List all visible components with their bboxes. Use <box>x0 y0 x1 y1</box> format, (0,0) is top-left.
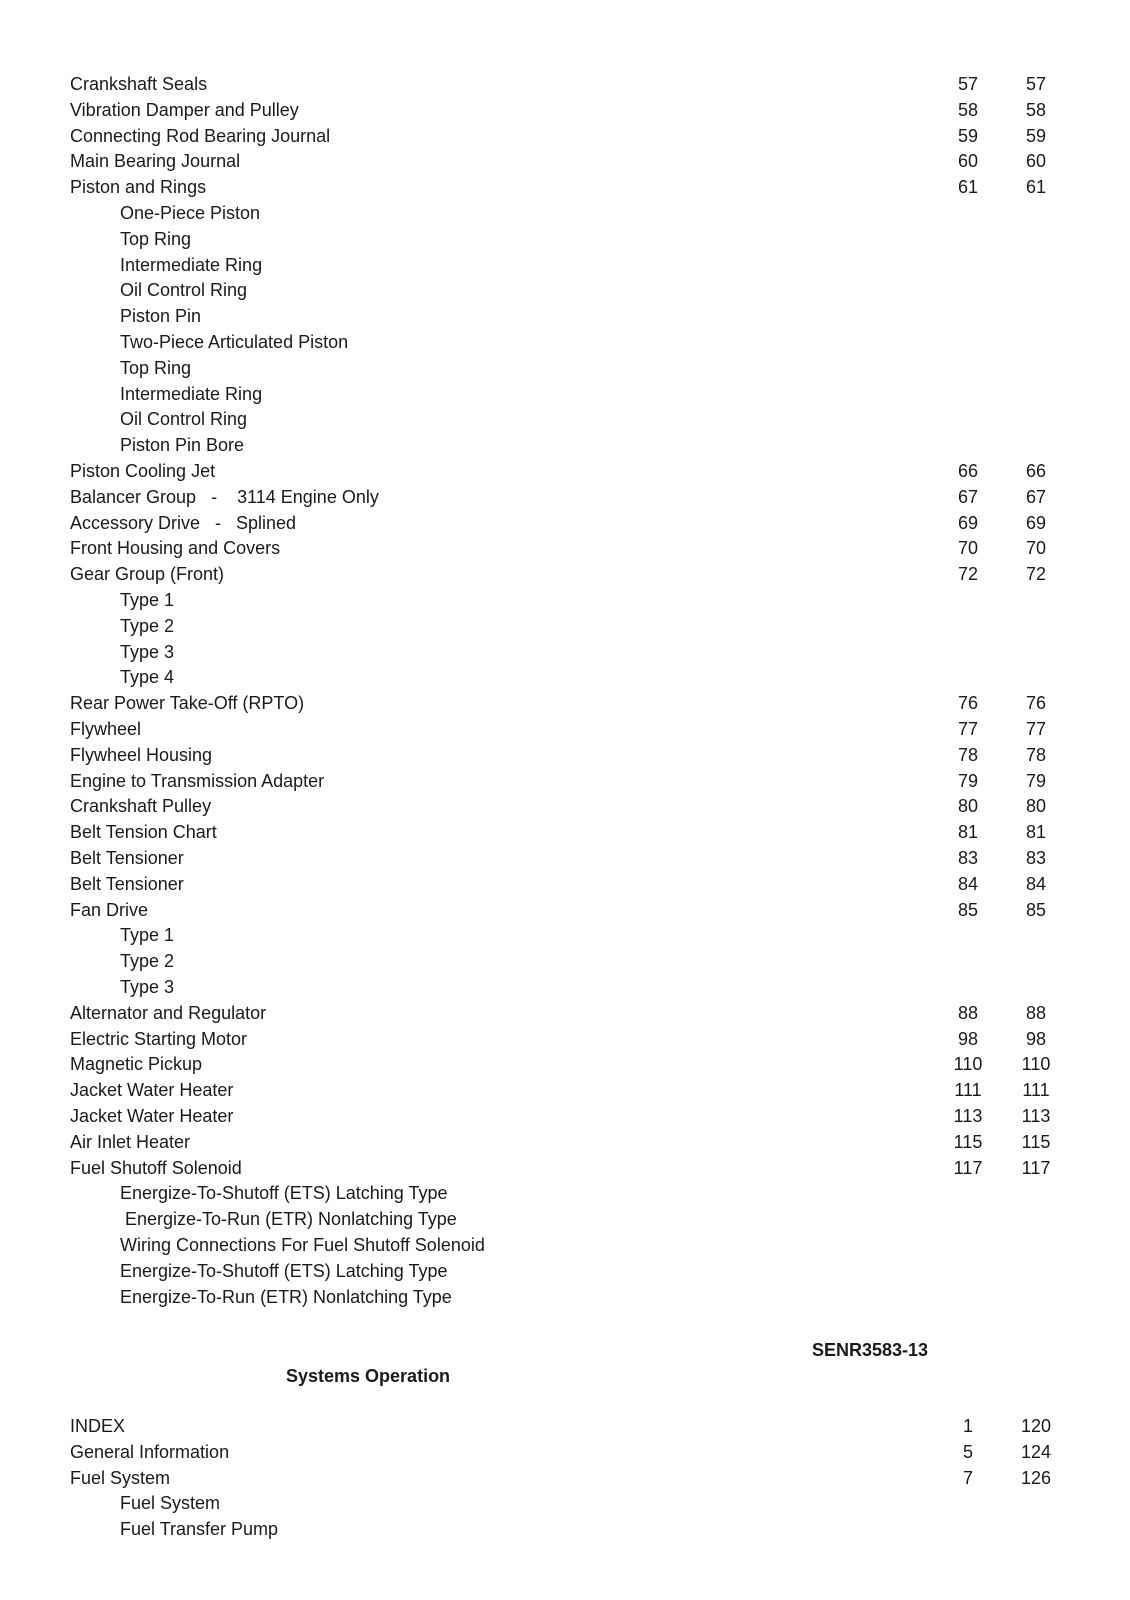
toc-entry-title: Wiring Connections For Fuel Shutoff Solenoid <box>120 1235 485 1255</box>
toc-entry-title: Fan Drive <box>70 899 149 920</box>
document-id: SENR3583-13 <box>812 1340 929 1360</box>
toc-entry-title: Piston and Rings <box>70 177 207 198</box>
toc-entry-title: Vibration Damper and Pulley <box>70 99 299 120</box>
toc-entry-title: Type 3 <box>120 977 175 997</box>
toc-entry <box>0 148 1130 174</box>
toc-entry <box>0 1465 1130 1491</box>
toc-entry-title: INDEX <box>70 1416 126 1436</box>
toc-pdf-page-number: 98 <box>1025 1028 1047 1049</box>
toc-entry-title: Type 2 <box>120 615 175 636</box>
toc-entry <box>0 716 1130 742</box>
toc-subentry <box>0 277 1130 303</box>
toc-entry <box>0 845 1130 871</box>
toc-entry-title: Top Ring <box>120 357 192 378</box>
toc-page-number: 88 <box>957 1002 979 1023</box>
toc-pdf-page-number: 80 <box>1025 796 1047 817</box>
toc-entry <box>0 123 1130 149</box>
toc-page-number: 1 <box>962 1416 973 1436</box>
toc-page-number: 79 <box>957 770 979 791</box>
toc-pdf-page-number: 81 <box>1025 822 1047 843</box>
toc-subentry <box>0 1490 1130 1516</box>
toc-pdf-page-number: 60 <box>1025 151 1047 172</box>
toc-entry <box>0 871 1130 897</box>
toc-entry <box>0 819 1130 845</box>
toc-pdf-page-number: 124 <box>1020 1441 1052 1462</box>
toc-entry <box>0 510 1130 536</box>
toc-entry-title: Piston Pin Bore <box>120 435 245 456</box>
toc-pdf-page-number: 66 <box>1025 461 1047 481</box>
toc-subentry <box>0 303 1130 329</box>
toc-entry-title: Fuel Shutoff Solenoid <box>70 1157 242 1178</box>
toc-subentry <box>0 1284 1130 1310</box>
toc-pdf-page-number: 58 <box>1025 99 1047 120</box>
toc-entry-title: Intermediate Ring <box>120 254 263 275</box>
toc-entry-title: Piston Pin <box>120 306 202 327</box>
toc-pdf-page-number: 69 <box>1025 512 1047 533</box>
toc-entry <box>0 71 1130 97</box>
toc-page-number: 77 <box>957 719 979 739</box>
toc-pdf-page-number: 88 <box>1025 1002 1047 1023</box>
toc-page-number: 67 <box>957 486 979 507</box>
toc-page-number: 111 <box>954 1080 982 1101</box>
toc-pdf-page-number: 126 <box>1020 1467 1052 1488</box>
toc-entry <box>0 1413 1130 1439</box>
toc-entry-title: Oil Control Ring <box>120 280 248 301</box>
toc-entry <box>0 97 1130 123</box>
toc-entry-title: Fuel System <box>70 1467 171 1488</box>
toc-subentry <box>0 381 1130 407</box>
toc-subentry <box>0 974 1130 1000</box>
toc-entry-title: Gear Group (Front) <box>70 564 225 585</box>
toc-page-number: 59 <box>957 125 979 146</box>
toc-entry-title: Flywheel Housing <box>70 744 213 765</box>
toc-entry <box>0 1103 1130 1129</box>
toc-pdf-page-number: 111 <box>1022 1080 1050 1101</box>
toc-entry <box>0 768 1130 794</box>
toc-entry-title: Jacket Water Heater <box>70 1106 234 1126</box>
toc-subentry <box>0 1516 1130 1542</box>
toc-pdf-page-number: 76 <box>1025 693 1047 714</box>
toc-entry <box>0 742 1130 768</box>
toc-entry-title: Balancer Group - 3114 Engine Only <box>70 486 379 507</box>
toc-entry <box>0 484 1130 510</box>
toc-pdf-page-number: 70 <box>1025 538 1047 559</box>
toc-pdf-page-number: 85 <box>1025 899 1047 920</box>
toc-entry-title: Crankshaft Pulley <box>70 796 212 817</box>
toc-entry-title: Two-Piece Articulated Piston <box>120 332 349 352</box>
toc-page-number: 110 <box>953 1054 983 1075</box>
toc-entry-title: Electric Starting Motor <box>70 1028 248 1049</box>
toc-page-number: 60 <box>957 151 979 172</box>
toc-page-number: 83 <box>957 848 979 868</box>
toc-pdf-page-number: 77 <box>1025 719 1047 739</box>
toc-entry-title: Flywheel <box>70 719 142 739</box>
toc-subentry <box>0 329 1130 355</box>
toc-subentry <box>0 252 1130 278</box>
toc-subentry <box>0 432 1130 458</box>
toc-subentry <box>0 639 1130 665</box>
toc-entry-title: Energize-To-Run (ETR) Nonlatching Type <box>120 1286 452 1307</box>
toc-pdf-page-number: 61 <box>1025 177 1047 198</box>
toc-entry-title: Type 4 <box>120 667 175 688</box>
toc-entry-title: Front Housing and Covers <box>70 538 281 559</box>
toc-pdf-page-number: 113 <box>1021 1106 1051 1126</box>
toc-entry <box>0 1129 1130 1155</box>
toc-subentry <box>0 922 1130 948</box>
toc-entry <box>0 1026 1130 1052</box>
toc-page-number: 61 <box>957 177 979 198</box>
toc-entry-title: Oil Control Ring <box>120 409 248 430</box>
toc-subentry <box>0 587 1130 613</box>
toc-page-number: 72 <box>957 564 979 585</box>
toc-entry-title: Magnetic Pickup <box>70 1054 203 1075</box>
toc-page-number: 78 <box>957 744 979 765</box>
toc-subentry <box>0 664 1130 690</box>
toc-entry-title: Type 3 <box>120 641 175 662</box>
toc-page-number: 57 <box>957 74 979 94</box>
toc-entry <box>0 1439 1130 1465</box>
toc-page-number: 69 <box>957 512 979 533</box>
toc-subentry <box>0 406 1130 432</box>
toc-entry-title: One-Piece Piston <box>120 203 261 223</box>
toc-entry <box>0 561 1130 587</box>
toc-subentry <box>0 948 1130 974</box>
toc-entry-title: Fuel System <box>120 1493 221 1514</box>
toc-entry <box>0 458 1130 484</box>
toc-entry <box>0 1077 1130 1103</box>
toc-entry-title: Rear Power Take-Off (RPTO) <box>70 693 305 714</box>
section-title: Systems Operation <box>286 1366 451 1386</box>
toc-page-number: 98 <box>957 1028 979 1049</box>
toc-subentry <box>0 613 1130 639</box>
toc-page-number: 117 <box>953 1157 983 1178</box>
toc-subentry <box>0 355 1130 381</box>
toc-page-number: 5 <box>962 1441 973 1462</box>
toc-page-number: 80 <box>957 796 979 817</box>
toc-page-number: 70 <box>957 538 979 559</box>
toc-pdf-page-number: 115 <box>1021 1131 1051 1152</box>
toc-entry-title: Engine to Transmission Adapter <box>70 770 325 791</box>
toc-entry <box>0 1000 1130 1026</box>
toc-entry-title: Type 2 <box>120 951 175 972</box>
toc-pdf-page-number: 83 <box>1025 848 1047 868</box>
toc-subentry <box>0 1180 1130 1206</box>
toc-page-number: 58 <box>957 99 979 120</box>
toc-entry-title: Energize-To-Shutoff (ETS) Latching Type <box>120 1183 448 1204</box>
toc-page-number: 84 <box>957 873 979 894</box>
toc-entry <box>0 174 1130 200</box>
toc-entry-title: Belt Tensioner <box>70 848 184 868</box>
toc-pdf-page-number: 84 <box>1025 873 1047 894</box>
toc-entry-title: Fuel Transfer Pump <box>120 1519 279 1540</box>
toc-page-number: 66 <box>957 461 979 481</box>
toc-pdf-page-number: 110 <box>1021 1054 1051 1075</box>
toc-subentry <box>0 1258 1130 1284</box>
toc-pdf-page-number: 59 <box>1025 125 1047 146</box>
toc-pdf-page-number: 57 <box>1025 74 1047 94</box>
toc-subentry <box>0 226 1130 252</box>
toc-pdf-page-number: 117 <box>1021 1157 1051 1178</box>
toc-entry-title: Belt Tensioner <box>70 873 184 894</box>
toc-subentry <box>0 1206 1130 1232</box>
toc-entry-title: Air Inlet Heater <box>70 1131 191 1152</box>
toc-entry <box>0 897 1130 923</box>
toc-entry-title: Energize-To-Run (ETR) Nonlatching Type <box>120 1209 457 1230</box>
toc-pdf-page-number: 67 <box>1025 486 1047 507</box>
toc-entry <box>0 1051 1130 1077</box>
toc-pdf-page-number: 72 <box>1025 564 1047 585</box>
toc-entry <box>0 1155 1130 1181</box>
toc-subentry <box>0 1232 1130 1258</box>
toc-page-number: 115 <box>953 1131 983 1152</box>
toc-pdf-page-number: 78 <box>1025 744 1047 765</box>
toc-entry-title: Connecting Rod Bearing Journal <box>70 125 331 146</box>
toc-pdf-page-number: 120 <box>1020 1416 1052 1436</box>
toc-entry-title: Jacket Water Heater <box>70 1080 234 1101</box>
toc-page-number: 7 <box>962 1467 973 1488</box>
toc-page-number: 113 <box>953 1106 983 1126</box>
toc-entry-title: General Information <box>70 1441 230 1462</box>
toc-entry-title: Belt Tension Chart <box>70 822 217 843</box>
toc-entry-title: Alternator and Regulator <box>70 1002 267 1023</box>
toc-page-number: 81 <box>957 822 979 843</box>
toc-entry-title: Piston Cooling Jet <box>70 461 216 481</box>
toc-entry-title: Accessory Drive - Splined <box>70 512 297 533</box>
toc-entry <box>0 793 1130 819</box>
toc-entry-title: Top Ring <box>120 228 192 249</box>
toc-entry-title: Energize-To-Shutoff (ETS) Latching Type <box>120 1260 448 1281</box>
toc-pdf-page-number: 79 <box>1025 770 1047 791</box>
toc-page-number: 76 <box>957 693 979 714</box>
toc-entry <box>0 535 1130 561</box>
toc-entry-title: Type 1 <box>120 925 175 946</box>
toc-subentry <box>0 200 1130 226</box>
toc-entry-title: Main Bearing Journal <box>70 151 241 172</box>
toc-entry-title: Intermediate Ring <box>120 383 263 404</box>
toc-entry-title: Crankshaft Seals <box>70 74 208 94</box>
toc-entry <box>0 690 1130 716</box>
toc-page-number: 85 <box>957 899 979 920</box>
toc-entry-title: Type 1 <box>120 590 175 610</box>
